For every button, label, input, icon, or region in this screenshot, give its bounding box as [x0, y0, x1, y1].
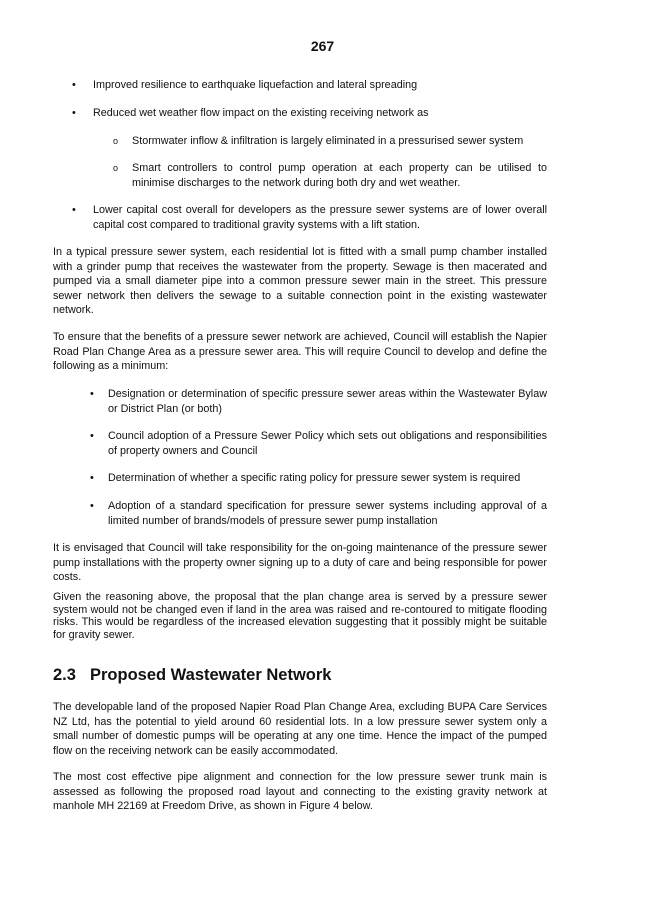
- section-title: Proposed Wastewater Network: [90, 666, 332, 684]
- bullet-icon: •: [90, 472, 94, 484]
- sub-list-item: Stormwater inflow & infiltration is largely eliminated in a pressurised sewer system: [132, 135, 524, 147]
- paragraph: The developable land of the proposed Napier Road Plan Change Area, excluding BUPA Care Services NZ Ltd, has the potential to yield around 60 residential lots. In a low pressure sewer system only a small number of domestic pumps will be operating at any one time. Hence the impact of the pumped flow on the receiving network can be easily accommodated.: [53, 701, 547, 757]
- paragraph: It is envisaged that Council will take responsibility for the on-going maintenance of the pressure sewer pump installations with the property owner signing up to a duty of care and being responsible for power costs.: [53, 542, 547, 583]
- bullet-icon: •: [90, 500, 94, 512]
- paragraph: Given the reasoning above, the proposal that the plan change area is served by a pressure sewer system would not be changed even if land in the area was raised and re-contoured to mitigate flooding risks. This would be regardless of the increased elevation suggesting that it possibly might be suitable for gravity sewer.: [53, 591, 547, 641]
- list-item: Designation or determination of specific pressure sewer areas within the Wastewater Bylaw or District Plan (or both): [108, 388, 547, 415]
- paragraph: The most cost effective pipe alignment and connection for the low pressure sewer trunk main is assessed as following the proposed road layout and connecting to the existing gravity network at manhole MH 22169 at Freedom Drive, as shown in Figure 4 below.: [53, 771, 547, 812]
- bullet-icon: •: [72, 204, 76, 216]
- list-item: Council adoption of a Pressure Sewer Policy which sets out obligations and responsibilities of property owners and Council: [108, 430, 547, 457]
- list-item: Determination of whether a specific rating policy for pressure sewer system is required: [108, 472, 521, 484]
- list-item: Improved resilience to earthquake liquefaction and lateral spreading: [93, 79, 418, 91]
- list-item: Lower capital cost overall for developers as the pressure sewer systems are of lower overall capital cost compared to traditional gravity systems with a lift station.: [93, 204, 547, 231]
- bullet-icon: •: [72, 79, 76, 91]
- paragraph: In a typical pressure sewer system, each residential lot is fitted with a small pump chamber installed with a grinder pump that receives the wastewater from the property. Sewage is then macerated and pumped via a small diameter pipe into a common pressure sewer main in the street. This pressure sewer network then delivers the sewage to a suitable connection point in the existing wastewater network.: [53, 246, 547, 316]
- bullet-icon: •: [90, 388, 94, 400]
- list-item: Adoption of a standard specification for pressure sewer systems including approval of a limited number of brands/models of pressure sewer pump installation: [108, 500, 547, 527]
- page-number: 267: [310, 38, 335, 54]
- paragraph: To ensure that the benefits of a pressure sewer network are achieved, Council will establish the Napier Road Plan Change Area as a pressure sewer area. This will require Council to develop and define the following as a minimum:: [53, 331, 547, 372]
- section-number: 2.3: [53, 666, 76, 684]
- section-heading: [53, 666, 331, 685]
- sub-bullet-icon: o: [113, 136, 119, 146]
- bullet-icon: •: [72, 107, 76, 119]
- bullet-icon: •: [90, 430, 94, 442]
- sub-list-item: Smart controllers to control pump operation at each property can be utilised to minimise discharges to the network during both dry and wet weather.: [132, 162, 547, 189]
- sub-bullet-icon: o: [113, 163, 119, 173]
- list-item: Reduced wet weather flow impact on the existing receiving network as: [93, 107, 429, 119]
